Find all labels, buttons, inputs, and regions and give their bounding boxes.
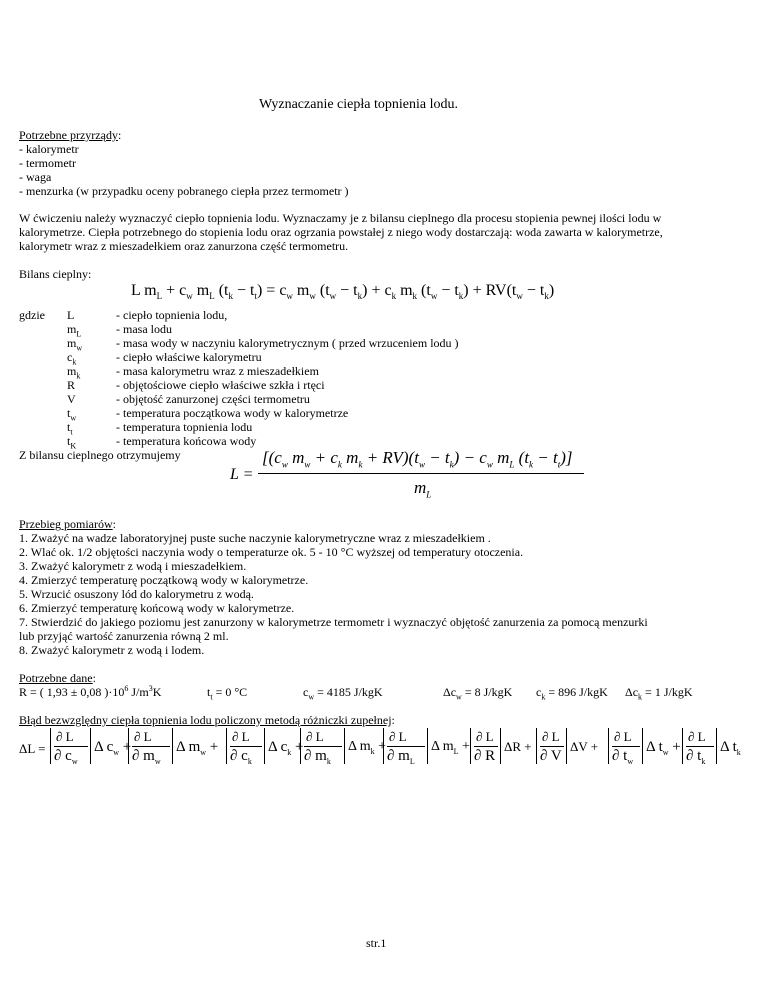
partial-numerator: ∂ L xyxy=(232,729,250,744)
abs-bar xyxy=(383,728,384,764)
data-cw-value: $c_w = 4185$ J/kgK xyxy=(303,685,383,702)
equipment-item: - menzurka (w przypadku oceny pobranego ciepła przez termometr ) xyxy=(19,184,349,198)
abs-bar xyxy=(344,728,345,764)
partial-numerator: ∂ L xyxy=(389,729,407,744)
differential-term: Δ $m_L$ + xyxy=(431,739,470,756)
procedure-step: 7. Stwierdzić do jakiego poziomu jest zanurzony w kalorymetrze termometr i wyznaczyć objętość zanurzenia za pomocą menzurki xyxy=(19,615,648,629)
partial-denominator: ∂ $t_k$ xyxy=(686,748,706,766)
differential-term: Δ $t_k$ xyxy=(720,739,741,757)
differential-term: Δ $t_w$ + xyxy=(646,739,681,757)
data-tt-value: $t_t = 0$ °C xyxy=(207,685,248,702)
partial-numerator: ∂ L xyxy=(614,729,632,744)
error-heading-line: Błąd bezwzględny ciepła topnienia lodu policzony metodą różniczki zupełnej: xyxy=(19,713,395,727)
equipment-item: - waga xyxy=(19,170,52,184)
equipment-item: - termometr xyxy=(19,156,76,170)
symbol: $m_L$ xyxy=(67,322,82,339)
abs-bar xyxy=(682,728,683,764)
symbol: $m_k$ xyxy=(67,364,81,381)
abs-bar xyxy=(470,728,471,764)
partial-numerator: ∂ L xyxy=(134,729,152,744)
l-formula-denominator: $m_L$ xyxy=(414,478,432,500)
fraction-bar xyxy=(540,746,564,747)
partial-denominator: ∂ $m_k$ xyxy=(304,748,331,766)
fraction-bar xyxy=(132,746,170,747)
page-number: str.1 xyxy=(366,936,387,950)
symbol: $t_w$ xyxy=(67,406,77,423)
fraction-bar xyxy=(612,746,640,747)
procedure-step: 4. Zmierzyć temperaturę początkową wody w kalorymetrze. xyxy=(19,573,309,587)
symbol-description: - masa kalorymetru wraz z mieszadełkiem xyxy=(116,364,319,378)
l-formula-lhs: L = xyxy=(230,466,254,483)
symbol: V xyxy=(67,392,76,406)
balance-equation: L $m_L + c_w$ $m_L$ $(t_k - t_t) = c_w$ $m_w$ $(t_w - t_k) + c_k$ $m_k$ $(t_w - t_k) + RV(t_w - t_k)$ xyxy=(131,282,555,302)
differential-term: Δ $c_k$ + xyxy=(268,739,304,757)
partial-numerator: ∂ L xyxy=(542,729,560,744)
intro-line: W ćwiczeniu należy wyznaczyć ciepło topnienia lodu. Wyznaczamy je z bilansu cieplnego dla procesu stopienia pewnej ilości lodu w xyxy=(19,211,662,225)
abs-bar xyxy=(500,728,501,764)
abs-bar xyxy=(50,728,51,764)
partial-numerator: ∂ L xyxy=(476,729,494,744)
abs-bar xyxy=(226,728,227,764)
fraction-bar xyxy=(54,746,88,747)
symbol-description: - ciepło właściwe kalorymetru xyxy=(116,350,262,364)
fraction-bar xyxy=(387,746,425,747)
procedure-step: 1. Zważyć na wadze laboratoryjnej puste suche naczynie kalorymetryczne wraz z mieszadełkiem . xyxy=(19,531,491,545)
error-heading: Błąd bezwzględny ciepła topnienia lodu policzony metodą różniczki zupełnej xyxy=(19,713,392,727)
abs-bar xyxy=(300,728,301,764)
data-r-value: R = ( 1,93 ± 0,08 )$\cdot 10^6$ $J/m^3K$ xyxy=(19,684,162,699)
procedure-step: 2. Wlać ok. 1/2 objętości naczynia wody o temperaturze ok. 5 - 10 °C wyższej od temperatury otoczenia. xyxy=(19,545,524,559)
symbol-description: - ciepło topnienia lodu, xyxy=(116,308,228,322)
intro-line: kalorymetrze. Ciepła potrzebnego do stopienia lodu oraz ogrzania powstałej z niego wody dostarczają: woda zawarta w kalorymetrze, xyxy=(19,225,663,239)
differential-term: Δ $c_w$ + xyxy=(94,739,132,757)
symbol-description: - objętość zanurzonej części termometru xyxy=(116,392,310,406)
fraction-bar xyxy=(304,746,342,747)
abs-bar xyxy=(608,728,609,764)
differential-term: Δ $m_k$ + xyxy=(348,739,387,756)
fraction-bar xyxy=(474,746,498,747)
procedure-heading: Przebieg pomiarów xyxy=(19,517,113,531)
l-formula-numerator: [($c_w$ $m_w + c_k$ $m_k + RV)(t_w - t_k) - c_w$ $m_L$ $(t_k - t_t)$] xyxy=(262,448,573,470)
where-label: gdzie xyxy=(19,308,45,322)
data-dcw-value: $\Delta c_w = 8$ J/kgK xyxy=(443,685,513,702)
intro-line: kalorymetr wraz z mieszadełkiem oraz zanurzona część termometru. xyxy=(19,239,349,253)
partial-denominator: ∂ $m_w$ xyxy=(132,748,161,766)
symbol-description: - temperatura topnienia lodu xyxy=(116,420,253,434)
data-ck-value: $c_k = 896$ J/kgK xyxy=(536,685,608,702)
abs-bar xyxy=(642,728,643,764)
partial-denominator: ∂ $c_w$ xyxy=(54,748,78,766)
from-balance-text: Z bilansu cieplnego otrzymujemy xyxy=(19,448,181,462)
partial-numerator: ∂ L xyxy=(306,729,324,744)
fraction-bar xyxy=(230,746,262,747)
symbol: $t_t$ xyxy=(67,420,73,437)
data-heading: Potrzebne dane xyxy=(19,671,93,685)
data-dck-value: $\Delta c_k = 1$ J/kgK xyxy=(625,685,693,702)
differential-term: Δ $m_w$ + xyxy=(176,739,219,757)
procedure-step: 3. Zważyć kalorymetr z wodą i mieszadełkiem. xyxy=(19,559,247,573)
equipment-item: - kalorymetr xyxy=(19,142,79,156)
abs-bar xyxy=(172,728,173,764)
differential-term: ΔR + xyxy=(504,739,532,754)
symbol-description: - masa wody w naczyniu kalorymetrycznym ( przed wrzuceniem lodu ) xyxy=(116,336,459,350)
partial-numerator: ∂ L xyxy=(56,729,74,744)
abs-bar xyxy=(90,728,91,764)
partial-denominator: ∂ V xyxy=(540,748,562,764)
procedure-step: lub przyjąć wartość zanurzenia równą 2 ml. xyxy=(19,629,229,643)
fraction-bar xyxy=(686,746,714,747)
procedure-step: 6. Zmierzyć temperaturę końcową wody w kalorymetrze. xyxy=(19,601,295,615)
partial-denominator: ∂ $c_k$ xyxy=(230,748,252,766)
partial-denominator: ∂ $t_w$ xyxy=(612,748,634,766)
error-formula-lhs: ΔL = xyxy=(19,741,46,756)
procedure-step: 8. Zważyć kalorymetr z wodą i lodem. xyxy=(19,643,205,657)
symbol: $t_K$ xyxy=(67,434,77,451)
data-heading-line: Potrzebne dane: xyxy=(19,671,96,685)
symbol-description: - masa lodu xyxy=(116,322,172,336)
differential-term: ΔV + xyxy=(570,739,599,754)
balance-label: Bilans cieplny: xyxy=(19,267,92,281)
symbol-description: - objętościowe ciepło właściwe szkła i rtęci xyxy=(116,378,325,392)
abs-bar xyxy=(536,728,537,764)
page-title: Wyznaczanie ciepła topnienia lodu. xyxy=(259,97,458,112)
equipment-heading-line: Potrzebne przyrządy: xyxy=(19,128,122,142)
symbol-description: - temperatura początkowa wody w kalorymetrze xyxy=(116,406,349,420)
abs-bar xyxy=(566,728,567,764)
symbol: $c_k$ xyxy=(67,350,77,367)
symbol-description: - temperatura końcowa wody xyxy=(116,434,257,448)
equipment-heading: Potrzebne przyrządy xyxy=(19,128,118,142)
procedure-heading-line: Przebieg pomiarów: xyxy=(19,517,116,531)
partial-numerator: ∂ L xyxy=(688,729,706,744)
symbol: $m_w$ xyxy=(67,336,83,353)
partial-denominator: ∂ $m_L$ xyxy=(387,748,415,766)
abs-bar xyxy=(427,728,428,764)
abs-bar xyxy=(128,728,129,764)
procedure-step: 5. Wrzucić osuszony lód do kalorymetru z wodą. xyxy=(19,587,254,601)
symbol: L xyxy=(67,308,75,322)
abs-bar xyxy=(264,728,265,764)
abs-bar xyxy=(716,728,717,764)
partial-denominator: ∂ R xyxy=(474,748,496,764)
symbol: R xyxy=(67,378,76,392)
